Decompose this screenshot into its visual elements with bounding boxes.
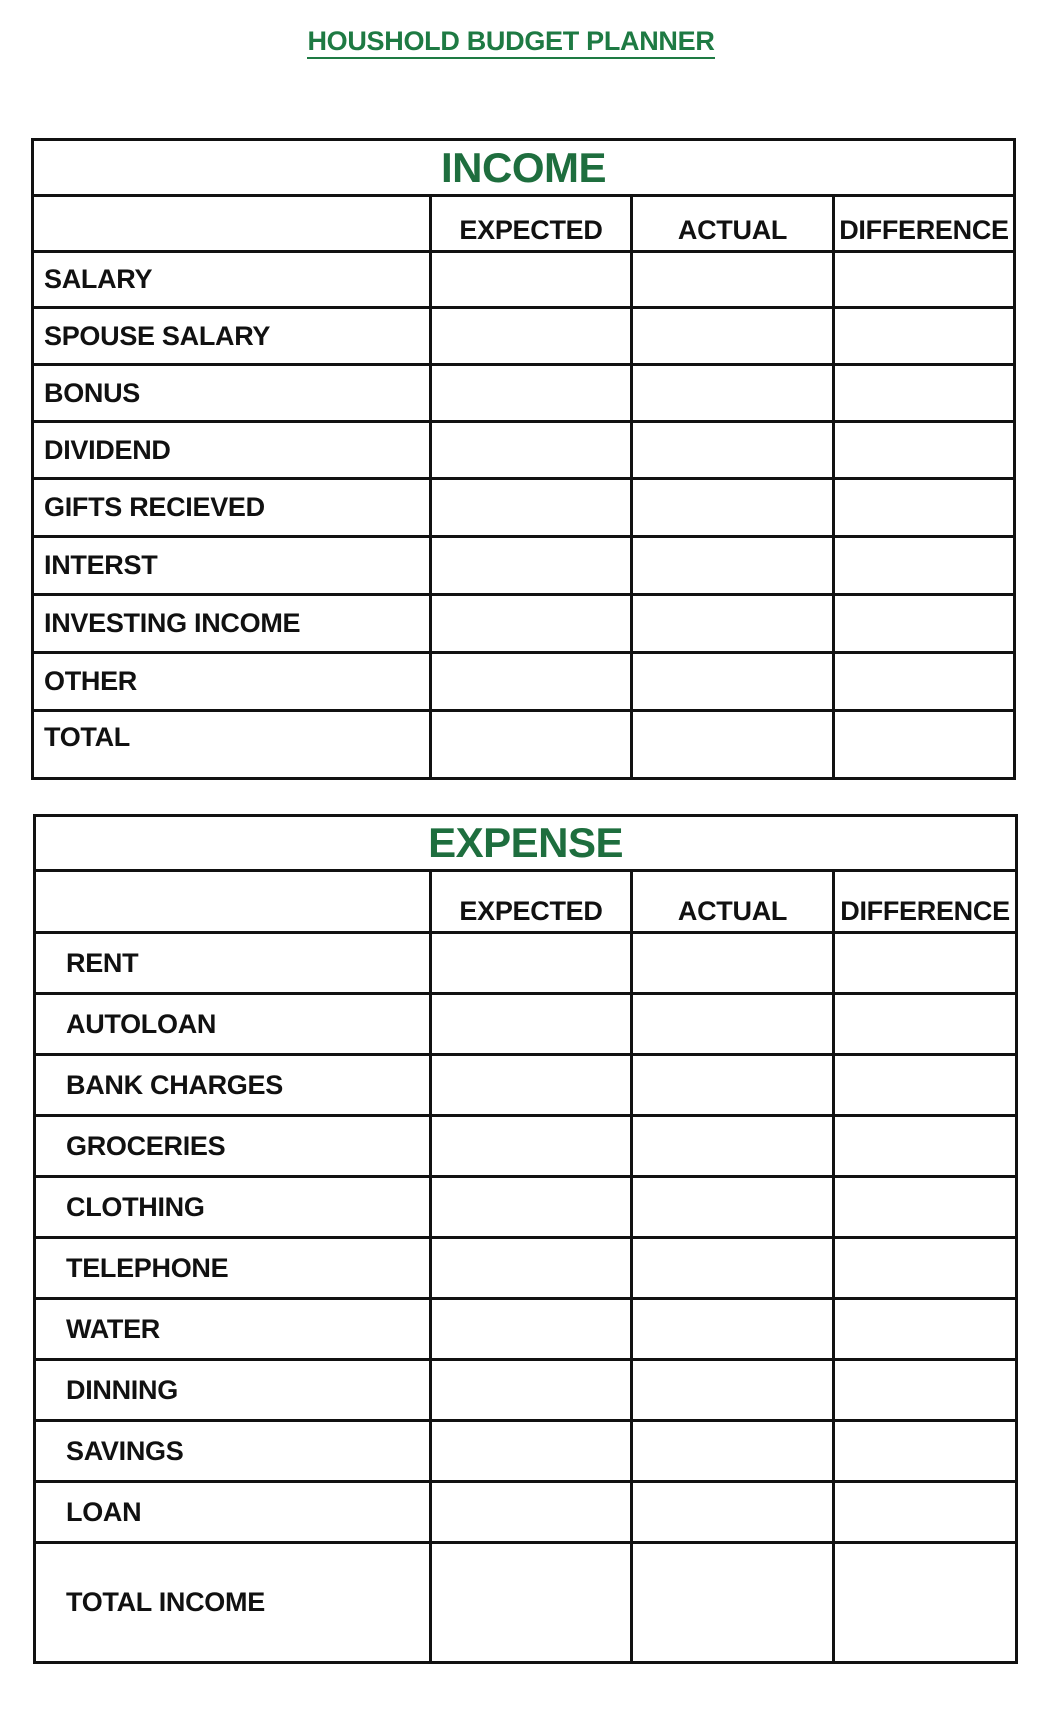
table-row [33,537,1015,595]
difference-cell[interactable] [834,994,1017,1055]
income-section-title: INCOME [33,140,1015,196]
difference-cell[interactable] [834,711,1015,779]
income-table [31,138,1016,780]
actual-cell[interactable] [632,479,834,537]
row-label-interst: INTERST [33,537,431,595]
difference-cell[interactable] [834,933,1017,994]
row-label-autoloan: AUTOLOAN [35,994,431,1055]
row-label-other: OTHER [33,653,431,711]
expense-title-row [35,816,1017,871]
expected-cell[interactable] [431,1177,632,1238]
table-row [33,479,1015,537]
row-label-bank-charges: BANK CHARGES [35,1055,431,1116]
actual-cell[interactable] [632,595,834,653]
table-row [35,1482,1017,1543]
table-row [35,1421,1017,1482]
difference-cell[interactable] [834,1238,1017,1299]
table-row [33,252,1015,308]
difference-cell[interactable] [834,1421,1017,1482]
actual-cell[interactable] [632,1055,834,1116]
actual-cell[interactable] [632,1238,834,1299]
expense-header-difference: DIFFERENCE [834,871,1017,933]
table-row [33,365,1015,422]
row-label-telephone: TELEPHONE [35,1238,431,1299]
expense-header-expected: EXPECTED [431,871,632,933]
difference-cell[interactable] [834,1116,1017,1177]
expense-header-label [35,871,431,933]
page-title-text: HOUSHOLD BUDGET PLANNER [307,26,714,59]
expected-cell[interactable] [431,711,632,779]
expected-cell[interactable] [431,1421,632,1482]
expected-cell[interactable] [431,933,632,994]
table-row [35,994,1017,1055]
table-row [35,1299,1017,1360]
actual-cell[interactable] [632,308,834,365]
row-label-dinning: DINNING [35,1360,431,1421]
expected-cell[interactable] [431,479,632,537]
expected-cell[interactable] [431,994,632,1055]
actual-cell[interactable] [632,1116,834,1177]
difference-cell[interactable] [834,1360,1017,1421]
table-row [35,1543,1017,1663]
row-label-dividend: DIVIDEND [33,422,431,479]
table-row [35,933,1017,994]
table-row [35,1116,1017,1177]
page-title [0,26,1022,57]
difference-cell[interactable] [834,422,1015,479]
row-label-water: WATER [35,1299,431,1360]
difference-cell[interactable] [834,595,1015,653]
actual-cell[interactable] [632,1360,834,1421]
table-row [33,308,1015,365]
row-label-clothing: CLOTHING [35,1177,431,1238]
difference-cell[interactable] [834,479,1015,537]
row-label-salary: SALARY [33,252,431,308]
expected-cell[interactable] [431,422,632,479]
actual-cell[interactable] [632,933,834,994]
expected-cell[interactable] [431,1116,632,1177]
expected-cell[interactable] [431,1482,632,1543]
expected-cell[interactable] [431,1238,632,1299]
difference-cell[interactable] [834,365,1015,422]
table-row [33,422,1015,479]
actual-cell[interactable] [632,422,834,479]
difference-cell[interactable] [834,1543,1017,1663]
difference-cell[interactable] [834,308,1015,365]
expected-cell[interactable] [431,365,632,422]
income-header-row [33,196,1015,252]
difference-cell[interactable] [834,1177,1017,1238]
row-label-bonus: BONUS [33,365,431,422]
row-label-savings: SAVINGS [35,1421,431,1482]
expected-cell[interactable] [431,595,632,653]
actual-cell[interactable] [632,537,834,595]
expected-cell[interactable] [431,252,632,308]
row-label-gifts-recieved: GIFTS RECIEVED [33,479,431,537]
difference-cell[interactable] [834,252,1015,308]
expense-header-actual: ACTUAL [632,871,834,933]
difference-cell[interactable] [834,653,1015,711]
row-label-total-income: TOTAL INCOME [35,1543,431,1663]
income-header-actual: ACTUAL [632,196,834,252]
table-row [35,1055,1017,1116]
actual-cell[interactable] [632,1421,834,1482]
expected-cell[interactable] [431,1543,632,1663]
income-header-difference: DIFFERENCE [834,196,1015,252]
actual-cell[interactable] [632,1299,834,1360]
expense-table [33,814,1018,1664]
row-label-investing-income: INVESTING INCOME [33,595,431,653]
expected-cell[interactable] [431,1360,632,1421]
actual-cell[interactable] [632,1177,834,1238]
actual-cell[interactable] [632,1482,834,1543]
actual-cell[interactable] [632,252,834,308]
expected-cell[interactable] [431,308,632,365]
difference-cell[interactable] [834,1055,1017,1116]
table-row [33,653,1015,711]
row-label-rent: RENT [35,933,431,994]
expected-cell[interactable] [431,537,632,595]
table-row [33,595,1015,653]
expected-cell[interactable] [431,653,632,711]
actual-cell[interactable] [632,653,834,711]
table-row [35,1360,1017,1421]
expected-cell[interactable] [431,1299,632,1360]
difference-cell[interactable] [834,1299,1017,1360]
table-row [35,1238,1017,1299]
difference-cell[interactable] [834,1482,1017,1543]
table-row [33,711,1015,779]
actual-cell[interactable] [632,365,834,422]
row-label-loan: LOAN [35,1482,431,1543]
table-row [35,1177,1017,1238]
income-title-row [33,140,1015,196]
actual-cell[interactable] [632,994,834,1055]
income-header-label [33,196,431,252]
row-label-spouse-salary: SPOUSE SALARY [33,308,431,365]
row-label-groceries: GROCERIES [35,1116,431,1177]
actual-cell[interactable] [632,711,834,779]
actual-cell[interactable] [632,1543,834,1663]
difference-cell[interactable] [834,537,1015,595]
expected-cell[interactable] [431,1055,632,1116]
expense-header-row [35,871,1017,933]
row-label-total: TOTAL [33,711,431,779]
income-header-expected: EXPECTED [431,196,632,252]
expense-section-title: EXPENSE [35,816,1017,871]
